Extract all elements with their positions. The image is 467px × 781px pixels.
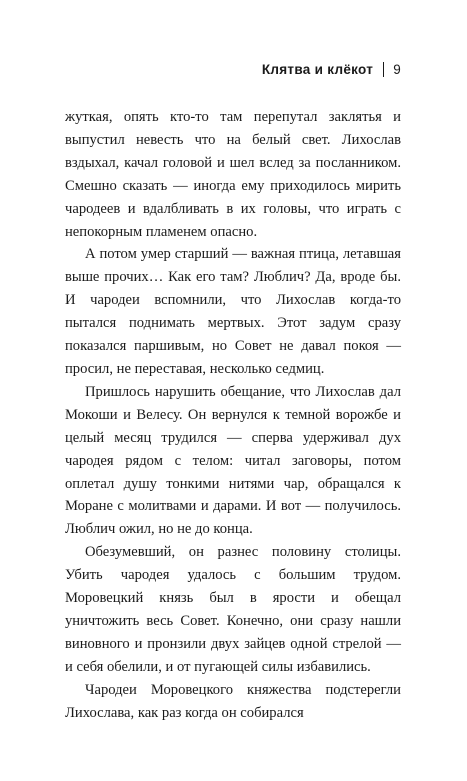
paragraph-4: Обезумевший, он разнес половину столицы. Убить чародея удалось с большим трудом. Моровецкий князь был в ярости и обещал уничтожить весь Совет. Конечно, они сразу нашли виновного и пронзили двух зайцев одной стрелой — и себя обелили, и от пугающей силы избавились. bbox=[65, 544, 401, 675]
running-header bbox=[262, 62, 401, 77]
paragraph-3: Пришлось нарушить обещание, что Лихослав дал Мокоши и Велесу. Он вернулся к темной ворожбе и целый месяц трудился — сперва удерживал дух чародея рядом с телом: читал заговоры, потом оплетал душу тонкими нитями чар, обращался к Моране с молитвами и дарами. И вот — получилось. Люблич ожил, но не до конца. bbox=[65, 383, 401, 538]
paragraph-1: жуткая, опять кто-то там перепутал заклятья и выпустил невесть что на белый свет. Лихослав вздыхал, качал головой и шел вслед за посланником. Смешно сказать — иногда ему приходилось мирить чародеев и вдалбливать в их головы, что играть с непокорным пламенем опасно. bbox=[65, 109, 401, 240]
paragraph-5: Чародеи Моровецкого княжества подстерегли Лихослава, как раз когда он собирался bbox=[65, 681, 401, 721]
body-text bbox=[65, 106, 401, 724]
page-number: 9 bbox=[393, 62, 401, 77]
book-title: Клятва и клёкот bbox=[261, 62, 374, 77]
paragraph-2: А потом умер старший — важная птица, летавшая выше прочих… Как его там? Люблич? Да, вроде бы. И чародеи вспомнили, что Лихослав когда-то пытался поднимать мертвых. Этот задум сразу показался паршивым, но Совет не давал покоя — просил, не переставая, несколько седмиц. bbox=[65, 246, 401, 377]
header-divider bbox=[383, 62, 384, 77]
